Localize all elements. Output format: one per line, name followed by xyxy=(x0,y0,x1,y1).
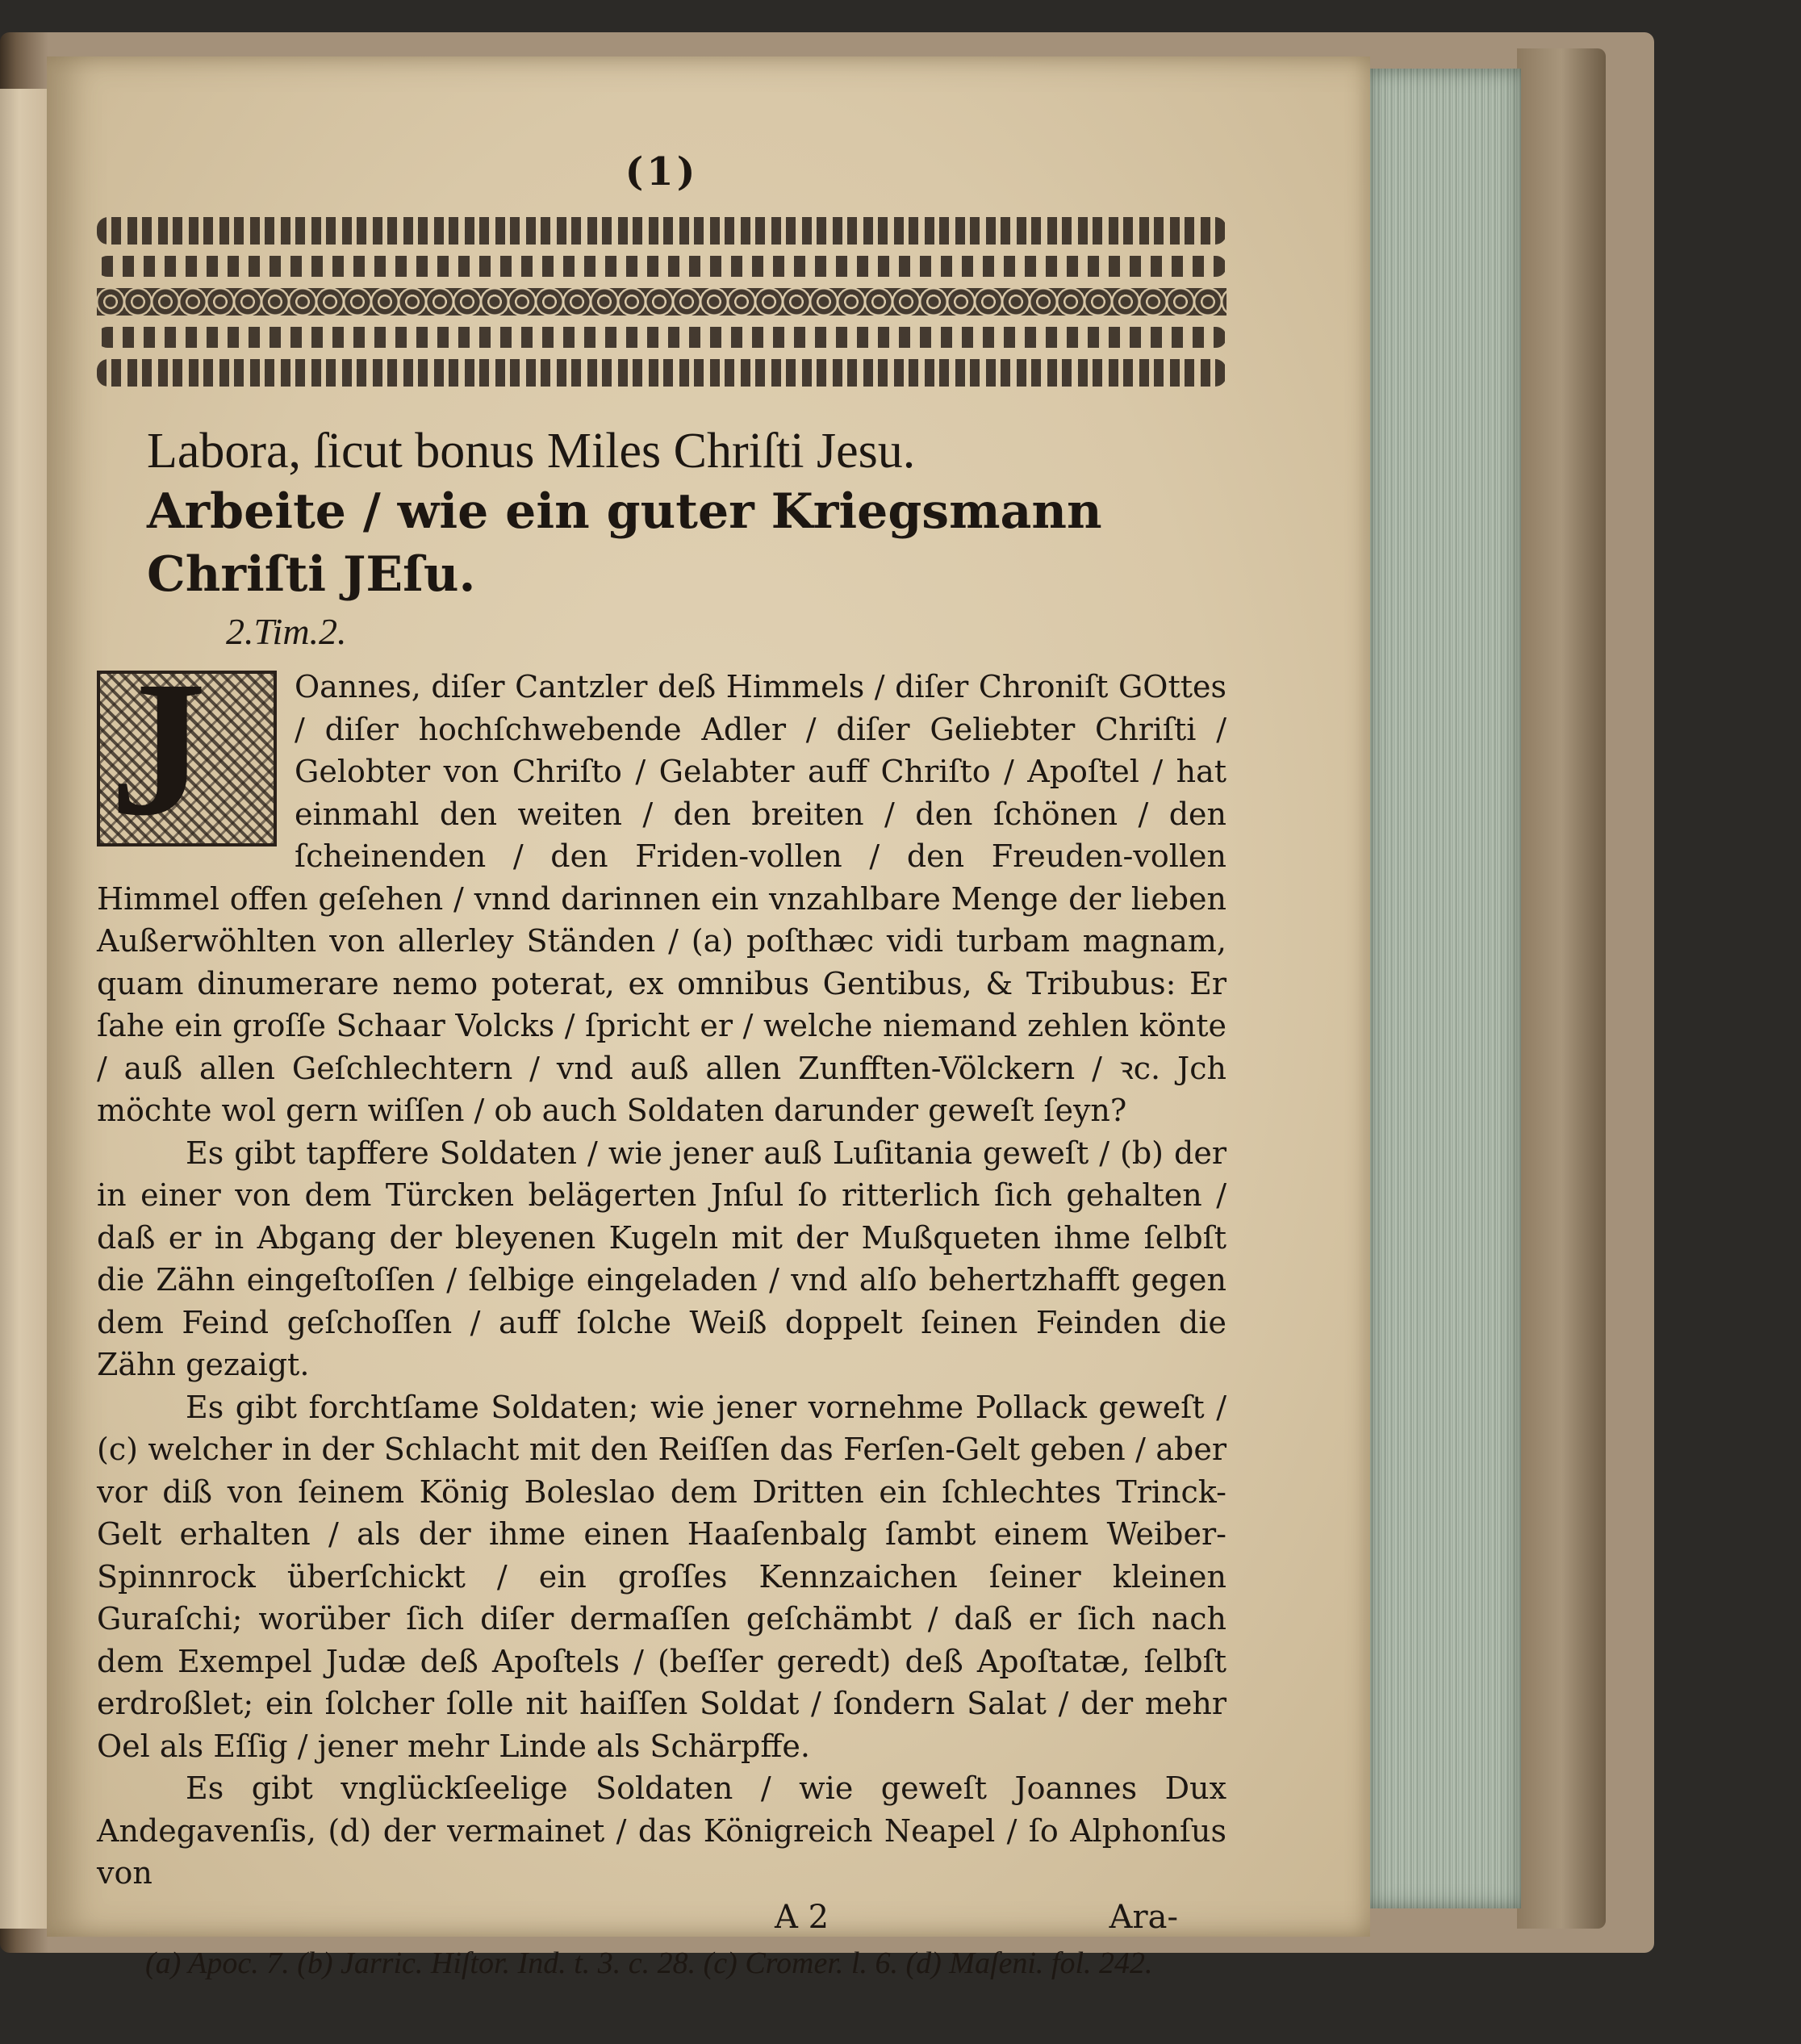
paragraph: Oannes, diſer Cantzler deß Himmels / diſer Chroniſt GOttes / diſer hochſchwebende Adler / diſer Geliebter Chriſti / Gelobter von Chriſto / Gelabter auff Chriſto / Apoſtel / hat einmahl den weiten / den breiten / den ſchönen / den ſcheinenden / den Friden-vollen / den Freuden-vollen Himmel offen geſehen / vnnd darinnen ein vnzahlbare Menge der lieben Außerwöhlten von allerley Ständen / (a) poſthæc vidi turbam magnam, quam dinumerare nemo poterat, ex omnibus Gentibus, & Tribubus: Er ſahe ein groſſe Schaar Volcks / ſpricht er / welche niemand zehlen könte / auß allen Geſchlechtern / vnd auß allen Zunfften-Völckern / ꝛc. Jch möchte wol gern wiſſen / ob auch Soldaten darunder geweſt ſeyn? xyxy=(97,669,1226,1128)
paragraph: Es gibt forchtſame Soldaten; wie jener vornehme Pollack geweſt / (c) welcher in der Schlacht mit den Reiſſen das Ferſen-Gelt geben / aber vor diß von ſeinem König Boleslao dem Dritten ein ſchlechtes Trinck-Gelt erhalten / als der ihme einen Haaſenbalg ſambt einem Weiber-Spinnrock überſchickt / ein groſſes Kennzaichen ſeiner kleinen Guraſchi; worüber ſich diſer dermaſſen geſchämbt / daß er ſich nach dem Exempel Judæ deß Apoſtels / (beſſer geredt) deß Apoſtatæ, ſelbſt erdroßlet; ein ſolcher ſolle nit haiſſen Soldat / ſondern Salat / der mehr Oel als Eſſig / jener mehr Linde als Schärpffe. xyxy=(97,1389,1226,1764)
page-number: (1) xyxy=(625,149,699,194)
ornament-row xyxy=(97,256,1226,277)
ornament-row xyxy=(97,217,1226,245)
footnotes: (a) Apoc. 7. (b) Jarric. Hiſtor. Ind. t. 3. c. 28. (c) Cromer. l. 6. (d) Maſeni. fol. 242. xyxy=(145,1946,1153,1980)
cover-edge xyxy=(1517,48,1606,1929)
paragraph: Es gibt tapffere Soldaten / wie jener auß Luſitania geweſt / (b) der in einer von dem Türcken belägerten Jnſul ſo ritterlich ſich gehalten / daß er in Abgang der bleyenen Kugeln mit der Mußqueten ihme ſelbſt die Zähn eingeſtoſſen / ſelbige eingeladen / vnd alſo behertzhafft gegen dem Feind geſchoſſen / auff ſolche Weiß doppelt ſeinen Feinden die Zähn gezaigt. xyxy=(97,1135,1226,1382)
body-text xyxy=(97,641,1226,1895)
motto-latin: Labora, ſicut bonus Miles Chriſti Jesu. xyxy=(147,424,916,479)
signature-mark: A 2 xyxy=(775,1898,829,1936)
ornament-row xyxy=(97,288,1226,316)
paragraph: Es gibt vnglückſeelige Soldaten / wie geweſt Joannes Dux Andegavenſis, (d) der vermainet / das Königreich Neapel / ſo Alphonſus von xyxy=(97,1770,1226,1891)
scripture-reference: 2.Tim.2. xyxy=(226,611,347,652)
dropcap-letter: J xyxy=(110,641,207,855)
signature-line xyxy=(97,1896,1226,1938)
ornament-row xyxy=(97,327,1226,348)
decorated-initial xyxy=(97,641,277,855)
page-text-block xyxy=(97,149,1226,1983)
ornament-row xyxy=(97,359,1226,387)
catchword: Ara- xyxy=(1109,1898,1178,1936)
page-fore-edge xyxy=(1368,69,1521,1908)
motto-german: Arbeite / wie ein guter Kriegsmann Chriſti JEſu. xyxy=(147,483,1102,603)
left-page-edge xyxy=(0,89,51,1929)
ornamental-header-band xyxy=(97,217,1226,387)
